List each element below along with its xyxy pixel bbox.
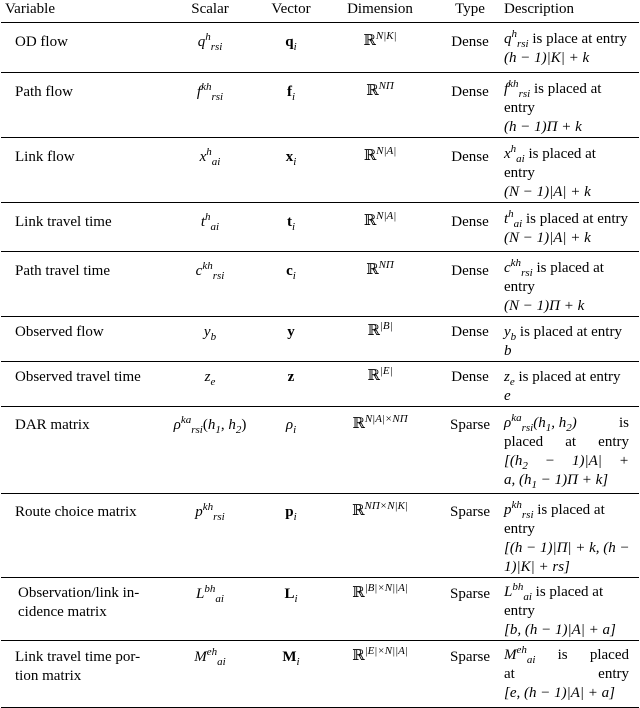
description-cell: $\rho^{ka}_{rsi}(h_1$, $h_2$) is placed at entry [($h_2$ − 1)|A| + a, $(h_1 - 1)\Pi + k$] [504, 412, 629, 491]
dimension-math: ℝ$^{N\Pi}$ [366, 259, 394, 278]
vector-math: $c_i$ [286, 263, 296, 282]
type-cell: Sparse [450, 504, 490, 520]
dimension-cell [320, 494, 440, 578]
dimension-cell [320, 23, 440, 73]
dimension-math: ℝ$^{N\Pi\times N|K|}$ [352, 500, 408, 519]
scalar-math: $x^h_{ai}$ [199, 146, 221, 168]
scalar-math: $q^h_{rsi}$ [197, 31, 223, 53]
table-row [1, 317, 639, 362]
scalar-math: $p^{kh}_{rsi}$ [195, 501, 225, 523]
scalar-math: $\rho^{ka}_{rsi}(h_1$, $h_2$) [173, 414, 247, 436]
table-row [1, 73, 639, 138]
vector-math: $f_i$ [286, 84, 296, 103]
dimension-cell [320, 138, 440, 203]
header-scalar: Scalar [158, 0, 262, 23]
vector-cell [262, 23, 320, 73]
table-row [1, 494, 639, 578]
vector-cell [262, 138, 320, 203]
type-cell: Dense [451, 34, 489, 50]
table-row [1, 578, 639, 641]
dimension-cell [320, 73, 440, 138]
scalar-math: $z_e$ [204, 369, 216, 388]
scalar-math: $c^{kh}_{rsi}$ [195, 260, 225, 282]
vector-cell [262, 252, 320, 317]
description-cell: $M^{eh}_{ai}$ is placed at entry [e, (h − 1)|A| + a] [504, 644, 629, 701]
variable-cell: Link travel time [15, 214, 112, 230]
dimension-math: ℝ$^{|E|}$ [367, 365, 393, 384]
variable-cell: Observation/link in- cidence matrix [18, 585, 140, 620]
header-variable: Variable [1, 0, 158, 23]
description-cell: $p^{kh}_{rsi}$ is placed at entry [(h − 1)|Π| + k, (h − 1)|K| + rs] [504, 499, 630, 575]
header-dimension: Dimension [320, 0, 440, 23]
scalar-cell [158, 641, 262, 708]
notation-table [1, 0, 639, 708]
vector-cell [262, 317, 320, 362]
vector-cell [262, 203, 320, 252]
vector-cell [262, 494, 320, 578]
vector-math: $L_i$ [284, 586, 298, 605]
dimension-cell [320, 317, 440, 362]
table-row [1, 138, 639, 203]
scalar-cell [158, 362, 262, 407]
description-cell: $x^h_{ai}$ is placed at entry (N − 1)|A| + k [504, 143, 596, 200]
scalar-math: $y_b$ [203, 324, 217, 343]
dimension-cell [320, 407, 440, 494]
dimension-cell [320, 641, 440, 708]
description-cell: $f^{kh}_{rsi}$ is placed at entry (h − 1)Π + k [504, 78, 602, 135]
vector-cell [262, 73, 320, 138]
dimension-math: ℝ$^{N|A|}$ [363, 145, 397, 164]
description-cell: $y_b$ is placed at entry b [504, 324, 622, 359]
dimension-cell [320, 252, 440, 317]
scalar-math: $M^{eh}_{ai}$ [194, 646, 226, 668]
description-cell: $t^h_{ai}$ is placed at entry (N − 1)|A| + k [504, 208, 629, 246]
vector-cell [262, 407, 320, 494]
vector-cell [262, 641, 320, 708]
dimension-math: ℝ$^{N|A|\times N\Pi}$ [352, 413, 408, 432]
dimension-cell [320, 578, 440, 641]
scalar-math: $t^h_{ai}$ [200, 211, 220, 233]
variable-cell: Observed flow [15, 324, 104, 340]
description-cell: $L^{bh}_{ai}$ is placed at entry [b, (h − 1)|A| + a] [504, 581, 616, 638]
type-cell: Sparse [450, 417, 490, 433]
type-cell: Dense [451, 149, 489, 165]
dimension-math: ℝ$^{|B|}$ [367, 320, 393, 339]
dimension-math: ℝ$^{N|A|}$ [363, 210, 397, 229]
scalar-math: $f^{kh}_{rsi}$ [196, 81, 224, 103]
description-cell: $c^{kh}_{rsi}$ is placed at entry (N − 1)Π + k [504, 257, 604, 314]
scalar-cell [158, 23, 262, 73]
variable-cell: Link flow [15, 149, 75, 165]
table-row [1, 203, 639, 252]
dimension-math: ℝ$^{|E|\times N||A|}$ [352, 645, 408, 664]
header-type: Type [440, 0, 500, 23]
description-cell: $z_e$ is placed at entry e [504, 369, 621, 404]
type-cell: Dense [451, 214, 489, 230]
table-row [1, 641, 639, 708]
scalar-cell [158, 73, 262, 138]
variable-cell: Path travel time [15, 263, 110, 279]
dimension-math: ℝ$^{N|K|}$ [363, 30, 397, 49]
table-row [1, 23, 639, 73]
type-cell: Sparse [450, 649, 490, 665]
dimension-cell [320, 362, 440, 407]
dimension-math: ℝ$^{N\Pi}$ [366, 80, 394, 99]
header-row [1, 0, 639, 23]
type-cell: Sparse [450, 586, 490, 602]
table-row [1, 252, 639, 317]
scalar-math: $L^{bh}_{ai}$ [196, 583, 224, 605]
vector-math: $p_i$ [285, 504, 297, 523]
vector-cell [262, 578, 320, 641]
vector-math: $\rho_i$ [285, 417, 297, 436]
vector-cell [262, 362, 320, 407]
variable-cell: OD flow [15, 34, 68, 50]
scalar-cell [158, 578, 262, 641]
scalar-cell [158, 203, 262, 252]
variable-cell: Route choice matrix [15, 504, 137, 520]
vector-math: y [287, 324, 295, 340]
type-cell: Dense [451, 369, 489, 385]
description-cell: $q^h_{rsi}$ is place at entry (h − 1)|K| + k [504, 28, 627, 66]
vector-math: $M_i$ [282, 649, 300, 668]
variable-cell: Link travel time por- tion matrix [15, 649, 141, 684]
vector-math: $t_i$ [286, 214, 296, 233]
variable-cell: Observed travel time [15, 369, 141, 385]
variable-cell: Path flow [15, 84, 73, 100]
vector-math: $q_i$ [285, 34, 297, 53]
type-cell: Dense [451, 324, 489, 340]
scalar-cell [158, 252, 262, 317]
scalar-cell [158, 138, 262, 203]
type-cell: Dense [451, 263, 489, 279]
vector-math: z [287, 369, 295, 385]
scalar-cell [158, 407, 262, 494]
vector-math: $x_i$ [285, 149, 297, 168]
dimension-math: ℝ$^{|B|\times N||A|}$ [352, 582, 408, 601]
header-vector: Vector [262, 0, 320, 23]
variable-cell: DAR matrix [15, 417, 90, 433]
scalar-cell [158, 317, 262, 362]
table-row [1, 362, 639, 407]
scalar-cell [158, 494, 262, 578]
type-cell: Dense [451, 84, 489, 100]
header-description: Description [500, 0, 639, 23]
table-row [1, 407, 639, 494]
dimension-cell [320, 203, 440, 252]
